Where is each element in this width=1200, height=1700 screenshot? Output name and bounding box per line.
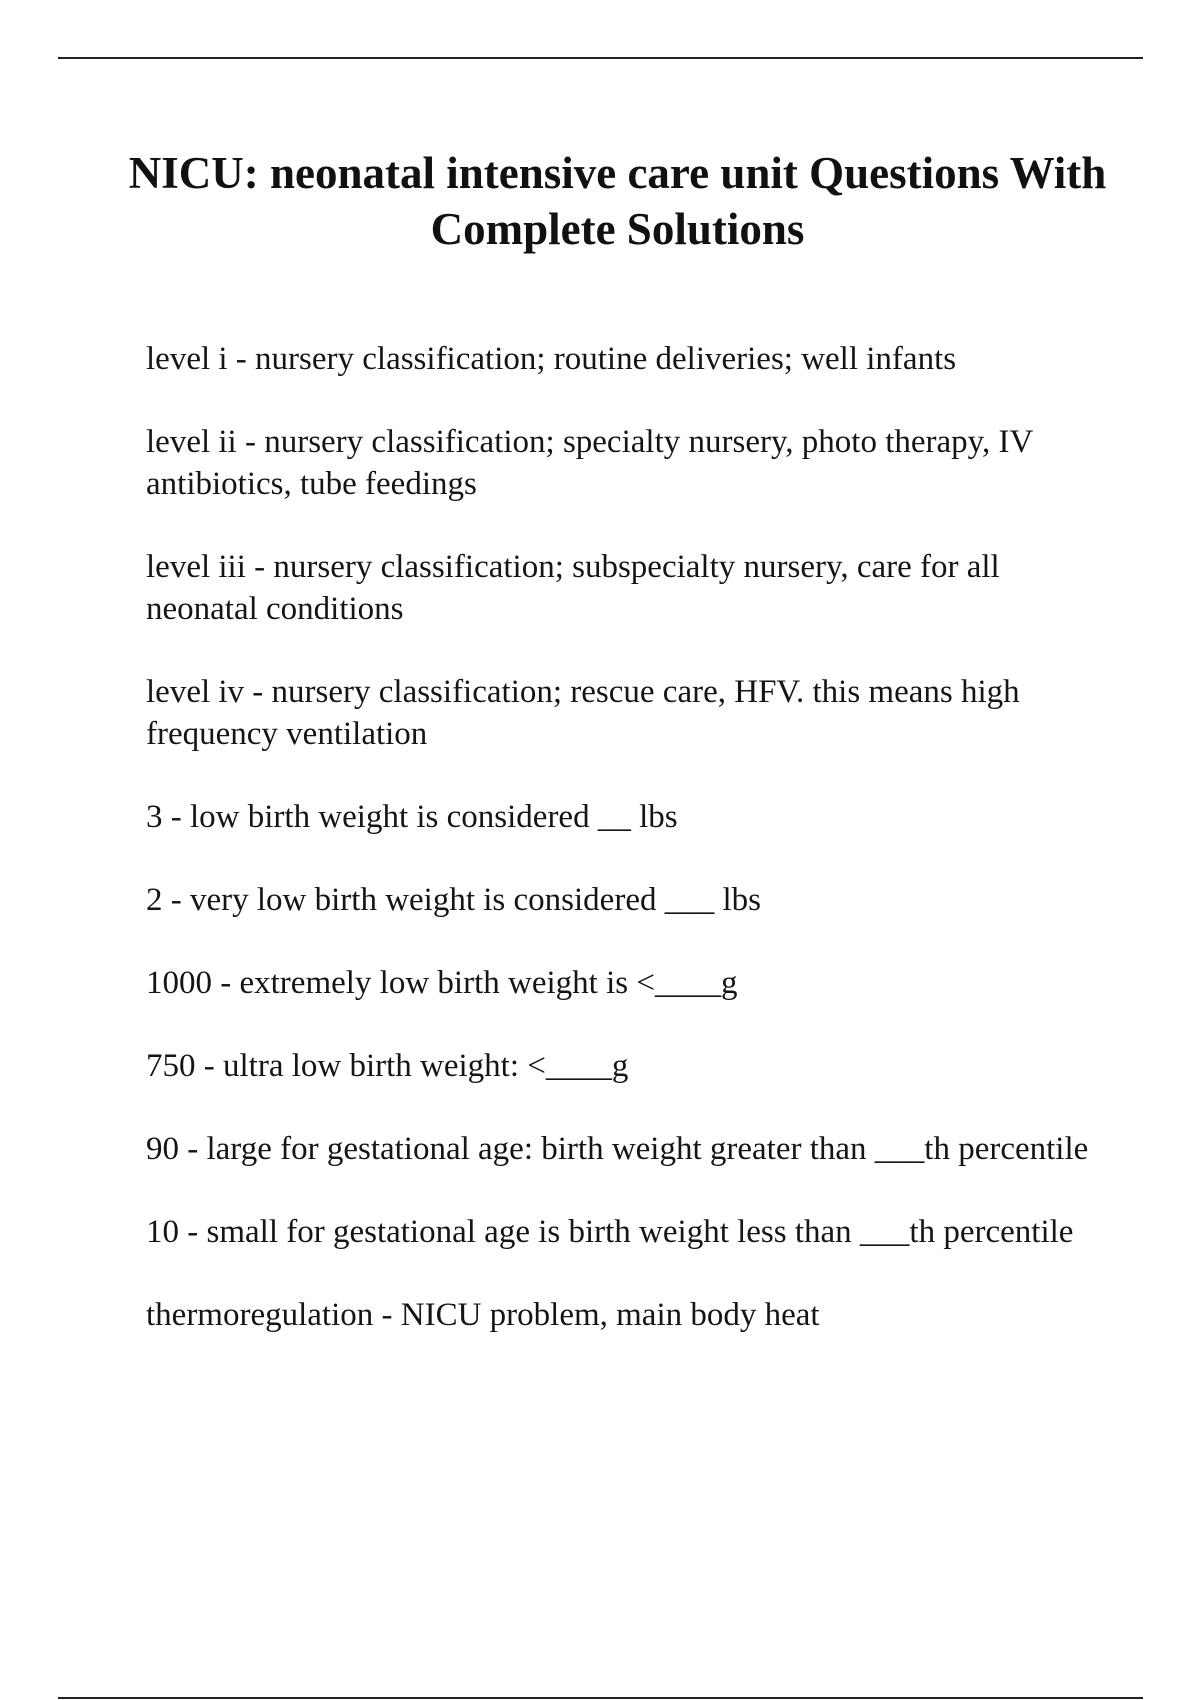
qa-entry-small-for-gestational-age: 10 - small for gestational age is birth weight less than ___th percentile — [146, 1214, 1074, 1250]
qa-entry-extremely-low-birth-weight: 1000 - extremely low birth weight is <____g — [146, 965, 738, 1001]
qa-entry-large-for-gestational-age: 90 - large for gestational age: birth weight greater than ___th percentile — [146, 1131, 1089, 1167]
qa-list — [146, 338, 1101, 1377]
qa-entry-thermoregulation: thermoregulation - NICU problem, main body heat — [146, 1297, 820, 1333]
qa-entry-low-birth-weight: 3 - low birth weight is considered __ lbs — [146, 799, 678, 835]
qa-entry-level-ii: level ii - nursery classification; specialty nursery, photo therapy, IV antibiotics, tube feedings — [146, 424, 1033, 502]
qa-entry-ultra-low-birth-weight: 750 - ultra low birth weight: <____g — [146, 1048, 629, 1084]
qa-entry-level-i: level i - nursery classification; routine deliveries; well infants — [146, 341, 957, 377]
document-title: NICU: neonatal intensive care unit Questions With Complete Solutions — [128, 148, 1107, 254]
qa-entry-level-iv: level iv - nursery classification; rescue care, HFV. this means high frequency ventilation — [146, 674, 1020, 752]
bottom-rule — [58, 1697, 1143, 1699]
qa-entry-very-low-birth-weight: 2 - very low birth weight is considered ___ lbs — [146, 882, 761, 918]
qa-entry-level-iii: level iii - nursery classification; subspecialty nursery, care for all neonatal conditions — [146, 549, 1000, 627]
top-rule — [58, 57, 1143, 59]
